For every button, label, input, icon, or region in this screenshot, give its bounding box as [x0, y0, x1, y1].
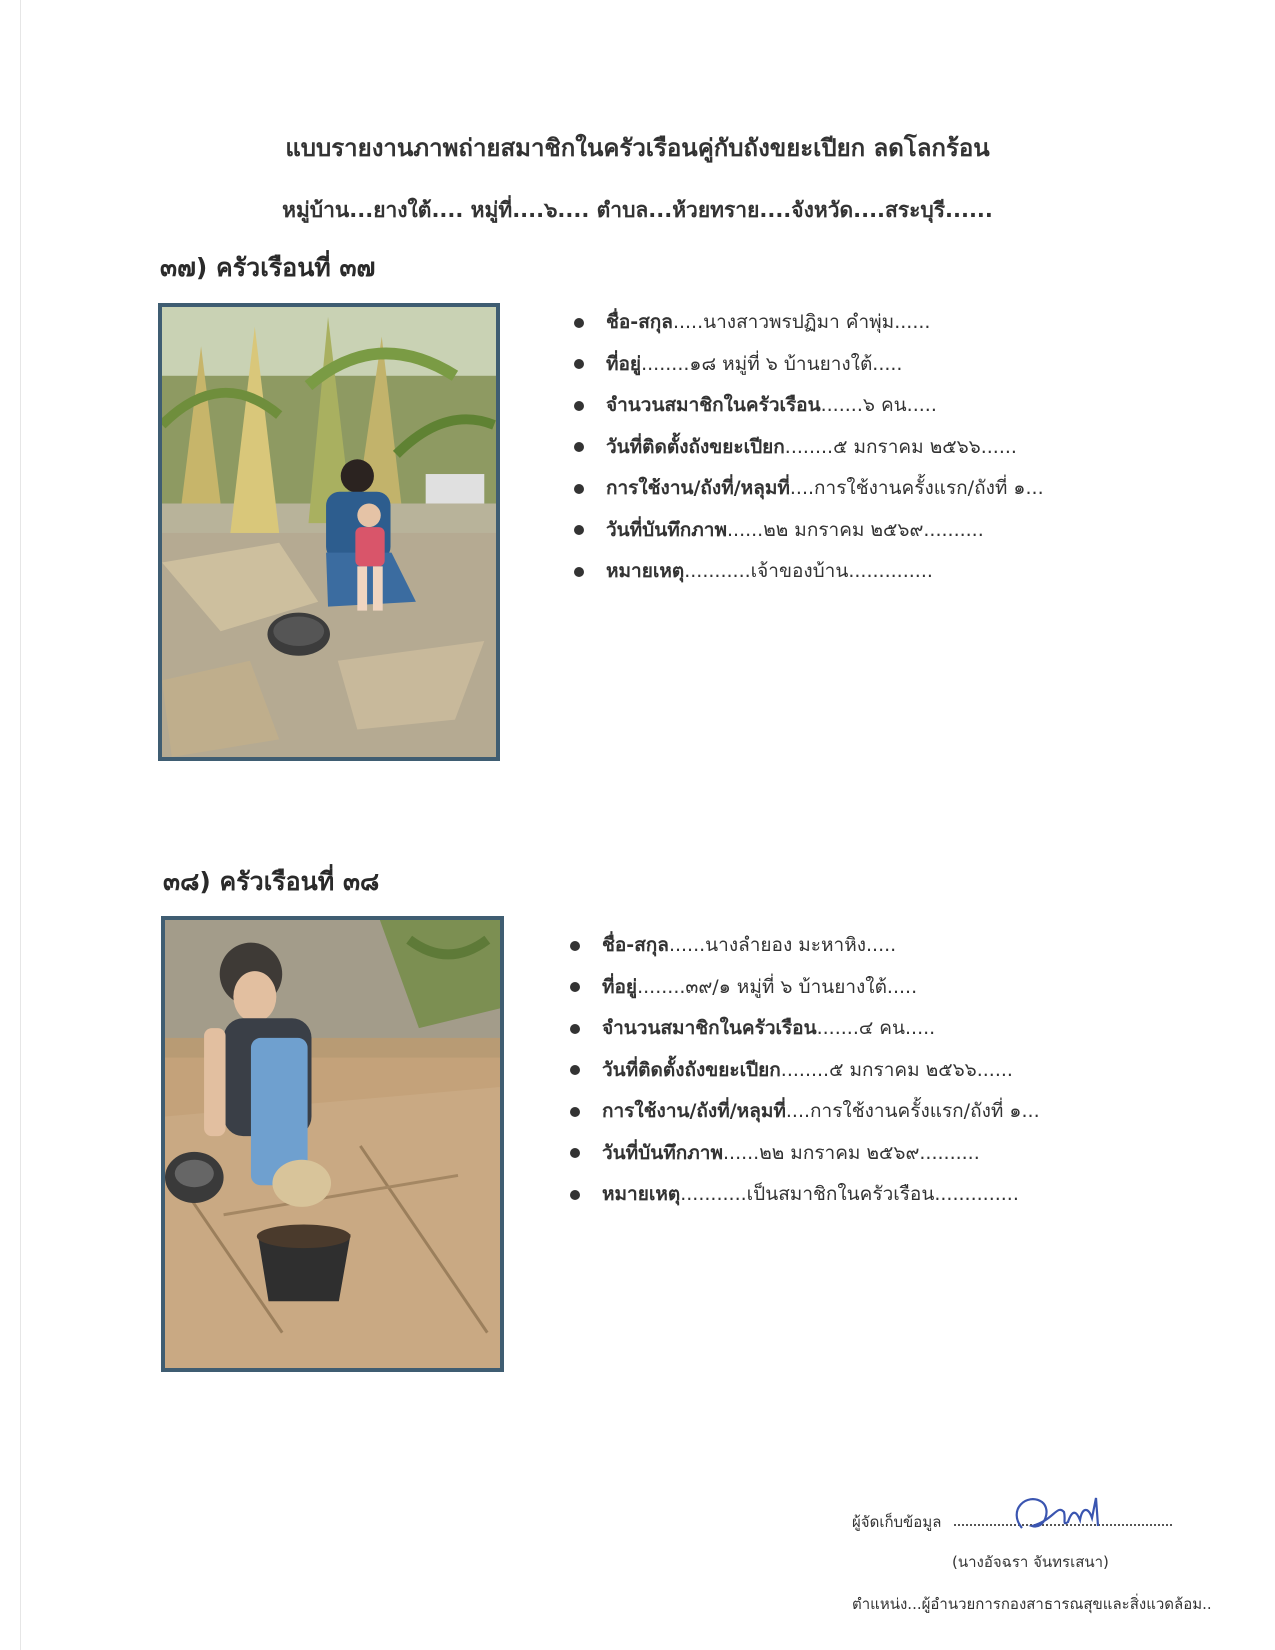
detail-item — [570, 1013, 1040, 1055]
detail-value: .....นางสาวพรปฏิมา คำพุ่ม...... — [672, 311, 931, 333]
detail-label: หมายเหตุ — [602, 1183, 681, 1205]
detail-item — [570, 1096, 1040, 1138]
detail-item — [570, 930, 1040, 972]
detail-item — [574, 349, 1044, 391]
detail-label: การใช้งาน/ถังที่/หลุมที่ — [606, 477, 790, 499]
signature-label: ผู้จัดเก็บข้อมูล — [852, 1513, 942, 1531]
handwritten-signature — [1002, 1490, 1132, 1540]
report-subtitle: หมู่บ้าน...ยางใต้.... หมู่ที่....๖.... ตำบล...ห้วยทราย....จังหวัด....สระบุรี...... — [282, 198, 993, 222]
bullet-icon — [570, 1148, 580, 1158]
detail-value: .......๖ คน..... — [820, 394, 937, 416]
detail-label: การใช้งาน/ถังที่/หลุมที่ — [602, 1100, 786, 1122]
detail-item — [570, 1179, 1040, 1221]
household-heading: ๓๗) ครัวเรือนที่ ๓๗ — [160, 253, 376, 282]
household-details-list — [574, 307, 1044, 598]
household-details-list — [570, 930, 1040, 1221]
bullet-icon — [570, 1024, 580, 1034]
signer-position: ตำแหน่ง...ผู้อำนวยการกองสาธารณสุขและสิ่งแวดล้อม.. — [852, 1595, 1212, 1613]
detail-label: ที่อยู่ — [602, 975, 638, 998]
bullet-icon — [574, 442, 584, 452]
detail-value: ........๓๙/๑ หมู่ที่ ๖ บ้านยางใต้..... — [637, 975, 918, 998]
detail-value: .......๔ คน..... — [816, 1017, 936, 1039]
report-title: แบบรายงานภาพถ่ายสมาชิกในครัวเรือนคู่กับถังขยะเปียก ลดโลกร้อน — [285, 134, 990, 162]
detail-label: วันที่ติดตั้งถังขยะเปียก — [606, 435, 785, 458]
detail-value: ...........เจ้าของบ้าน.............. — [684, 560, 933, 582]
detail-label: หมายเหตุ — [606, 560, 685, 582]
detail-label: ที่อยู่ — [606, 352, 642, 375]
bullet-icon — [574, 567, 584, 577]
detail-value: ......๒๒ มกราคม ๒๕๖๙.......... — [726, 518, 984, 541]
detail-value: ........๕ มกราคม ๒๕๖๖...... — [780, 1058, 1013, 1081]
detail-item — [574, 515, 1044, 557]
detail-label: ชื่อ-สกุล — [606, 311, 673, 333]
detail-item — [574, 473, 1044, 515]
bullet-icon — [570, 982, 580, 992]
detail-label: ชื่อ-สกุล — [602, 934, 669, 956]
bullet-icon — [570, 941, 580, 951]
household-heading: ๓๘) ครัวเรือนที่ ๓๘ — [163, 867, 380, 896]
detail-label: จำนวนสมาชิกในครัวเรือน — [602, 1017, 817, 1039]
detail-value: ....การใช้งานครั้งแรก/ถังที่ ๑... — [785, 1100, 1040, 1122]
signer-name: (นางอัจฉรา จันทรเสนา) — [952, 1553, 1109, 1571]
bullet-icon — [570, 1107, 580, 1117]
detail-item — [570, 972, 1040, 1014]
detail-value: ....การใช้งานครั้งแรก/ถังที่ ๑... — [789, 477, 1044, 499]
detail-value: ......นางลำยอง มะหาหิง..... — [668, 934, 897, 956]
scan-edge-line — [20, 0, 21, 1650]
detail-item — [574, 556, 1044, 598]
detail-value: ........๑๘ หมู่ที่ ๖ บ้านยางใต้..... — [641, 352, 903, 375]
detail-label: วันที่บันทึกภาพ — [606, 518, 727, 541]
bullet-icon — [574, 359, 584, 369]
detail-value: ......๒๒ มกราคม ๒๕๖๙.......... — [722, 1141, 980, 1164]
detail-item — [570, 1138, 1040, 1180]
detail-item — [570, 1055, 1040, 1097]
bullet-icon — [574, 525, 584, 535]
bullet-icon — [574, 318, 584, 328]
detail-label: วันที่ติดตั้งถังขยะเปียก — [602, 1058, 781, 1081]
detail-label: วันที่บันทึกภาพ — [602, 1141, 723, 1164]
bullet-icon — [570, 1190, 580, 1200]
household-photo — [161, 916, 504, 1372]
detail-item — [574, 307, 1044, 349]
detail-label: จำนวนสมาชิกในครัวเรือน — [606, 394, 821, 416]
bullet-icon — [574, 484, 584, 494]
bullet-icon — [570, 1065, 580, 1075]
detail-item — [574, 432, 1044, 474]
detail-value: ........๕ มกราคม ๒๕๖๖...... — [784, 435, 1017, 458]
household-photo — [158, 303, 500, 761]
detail-item — [574, 390, 1044, 432]
detail-value: ...........เป็นสมาชิกในครัวเรือน.............. — [680, 1183, 1019, 1205]
bullet-icon — [574, 401, 584, 411]
